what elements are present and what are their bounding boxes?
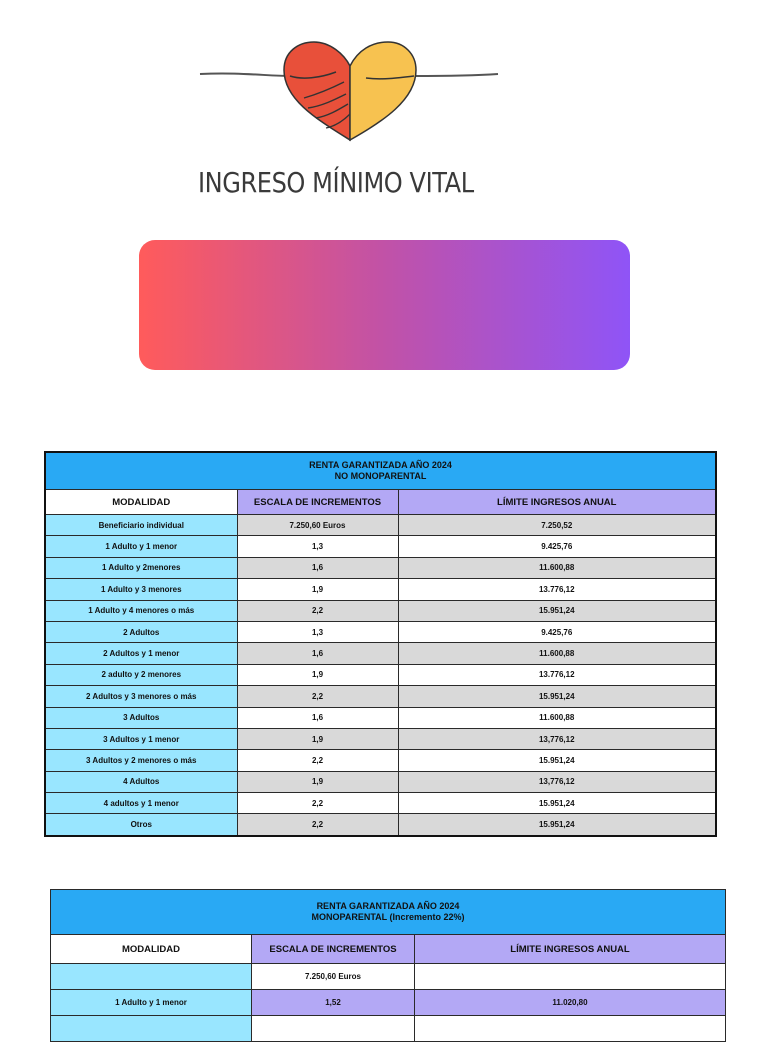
cell-limite: 13.776,12	[398, 579, 716, 600]
cell-modalidad: 4 Adultos	[45, 771, 237, 792]
column-header-escala: ESCALA DE INCREMENTOS	[237, 490, 398, 515]
cell-limite: 13.776,12	[398, 664, 716, 685]
table-subtitle: NO MONOPARENTAL	[334, 471, 427, 481]
logo-title: INGRESO MÍNIMO VITAL	[198, 166, 474, 199]
cell-escala: 1,9	[237, 771, 398, 792]
table-row	[45, 557, 716, 578]
cell-escala: 1,6	[237, 643, 398, 664]
column-header-escala: ESCALA DE INCREMENTOS	[252, 935, 415, 964]
gradient-banner	[139, 240, 630, 370]
cell-limite: 7.250,52	[398, 515, 716, 536]
income-table-monoparental	[50, 889, 726, 1042]
table-row	[51, 1016, 726, 1042]
table-row	[45, 515, 716, 536]
cell-escala: 1,9	[237, 579, 398, 600]
cell-limite: 15.951,24	[398, 600, 716, 621]
column-header-modalidad: MODALIDAD	[51, 935, 252, 964]
table-row	[45, 771, 716, 792]
cell-modalidad	[51, 964, 252, 990]
cell-limite: 11.020,80	[415, 990, 726, 1016]
cell-limite: 11.600,88	[398, 643, 716, 664]
cell-limite: 15.951,24	[398, 686, 716, 707]
cell-escala: 1,9	[237, 728, 398, 749]
cell-modalidad: 2 Adultos y 3 menores o más	[45, 686, 237, 707]
cell-limite	[415, 1016, 726, 1042]
table-row	[45, 686, 716, 707]
table-row	[45, 600, 716, 621]
column-header-limite: LÍMITE INGRESOS ANUAL	[398, 490, 716, 515]
cell-modalidad: 3 Adultos y 1 menor	[45, 728, 237, 749]
table-subtitle: MONOPARENTAL (Incremento 22%)	[311, 912, 465, 922]
cell-limite: 13,776,12	[398, 771, 716, 792]
cell-escala: 2,2	[237, 686, 398, 707]
table-row	[45, 707, 716, 728]
table-row	[51, 964, 726, 990]
table-row	[45, 643, 716, 664]
cell-escala: 1,9	[237, 664, 398, 685]
cell-escala: 2,2	[237, 750, 398, 771]
cell-limite: 15.951,24	[398, 814, 716, 836]
cell-limite	[415, 964, 726, 990]
cell-escala: 2,2	[237, 793, 398, 814]
income-table-no-monoparental	[44, 451, 717, 837]
cell-limite: 9.425,76	[398, 536, 716, 557]
cell-escala	[252, 1016, 415, 1042]
cell-modalidad: 1 Adulto y 3 menores	[45, 579, 237, 600]
heart-handshake-icon	[198, 40, 502, 150]
cell-escala: 1,6	[237, 557, 398, 578]
table-row	[45, 728, 716, 749]
cell-modalidad: 4 adultos y 1 menor	[45, 793, 237, 814]
cell-modalidad: 1 Adulto y 1 menor	[51, 990, 252, 1016]
column-header-limite: LÍMITE INGRESOS ANUAL	[415, 935, 726, 964]
cell-modalidad: Otros	[45, 814, 237, 836]
table-row	[45, 814, 716, 836]
cell-modalidad: 3 Adultos	[45, 707, 237, 728]
cell-escala: 1,3	[237, 536, 398, 557]
cell-modalidad: 1 Adulto y 4 menores o más	[45, 600, 237, 621]
cell-modalidad: 2 adulto y 2 menores	[45, 664, 237, 685]
cell-modalidad: 1 Adulto y 1 menor	[45, 536, 237, 557]
cell-limite: 15.951,24	[398, 750, 716, 771]
table-row	[45, 793, 716, 814]
cell-limite: 9.425,76	[398, 621, 716, 642]
column-header-modalidad: MODALIDAD	[45, 490, 237, 515]
table-row	[45, 621, 716, 642]
table-row	[45, 536, 716, 557]
table-title: RENTA GARANTIZADA AÑO 2024	[309, 460, 452, 470]
cell-modalidad: 1 Adulto y 2menores	[45, 557, 237, 578]
cell-modalidad: 3 Adultos y 2 menores o más	[45, 750, 237, 771]
table-title: RENTA GARANTIZADA AÑO 2024	[316, 901, 460, 911]
cell-limite: 13,776,12	[398, 728, 716, 749]
cell-escala: 7.250,60 Euros	[252, 964, 415, 990]
cell-escala: 1,6	[237, 707, 398, 728]
cell-escala: 7.250,60 Euros	[237, 515, 398, 536]
cell-escala: 2,2	[237, 600, 398, 621]
cell-modalidad: 2 Adultos	[45, 621, 237, 642]
cell-modalidad: 2 Adultos y 1 menor	[45, 643, 237, 664]
table-row	[51, 990, 726, 1016]
cell-escala: 2,2	[237, 814, 398, 836]
cell-limite: 11.600,88	[398, 707, 716, 728]
cell-modalidad	[51, 1016, 252, 1042]
table-row	[45, 750, 716, 771]
cell-limite: 15.951,24	[398, 793, 716, 814]
table-caption	[51, 890, 726, 935]
cell-limite: 11.600,88	[398, 557, 716, 578]
cell-escala: 1,52	[252, 990, 415, 1016]
table-row	[45, 579, 716, 600]
cell-escala: 1,3	[237, 621, 398, 642]
cell-modalidad: Beneficiario individual	[45, 515, 237, 536]
table-caption	[45, 452, 716, 490]
table-row	[45, 664, 716, 685]
